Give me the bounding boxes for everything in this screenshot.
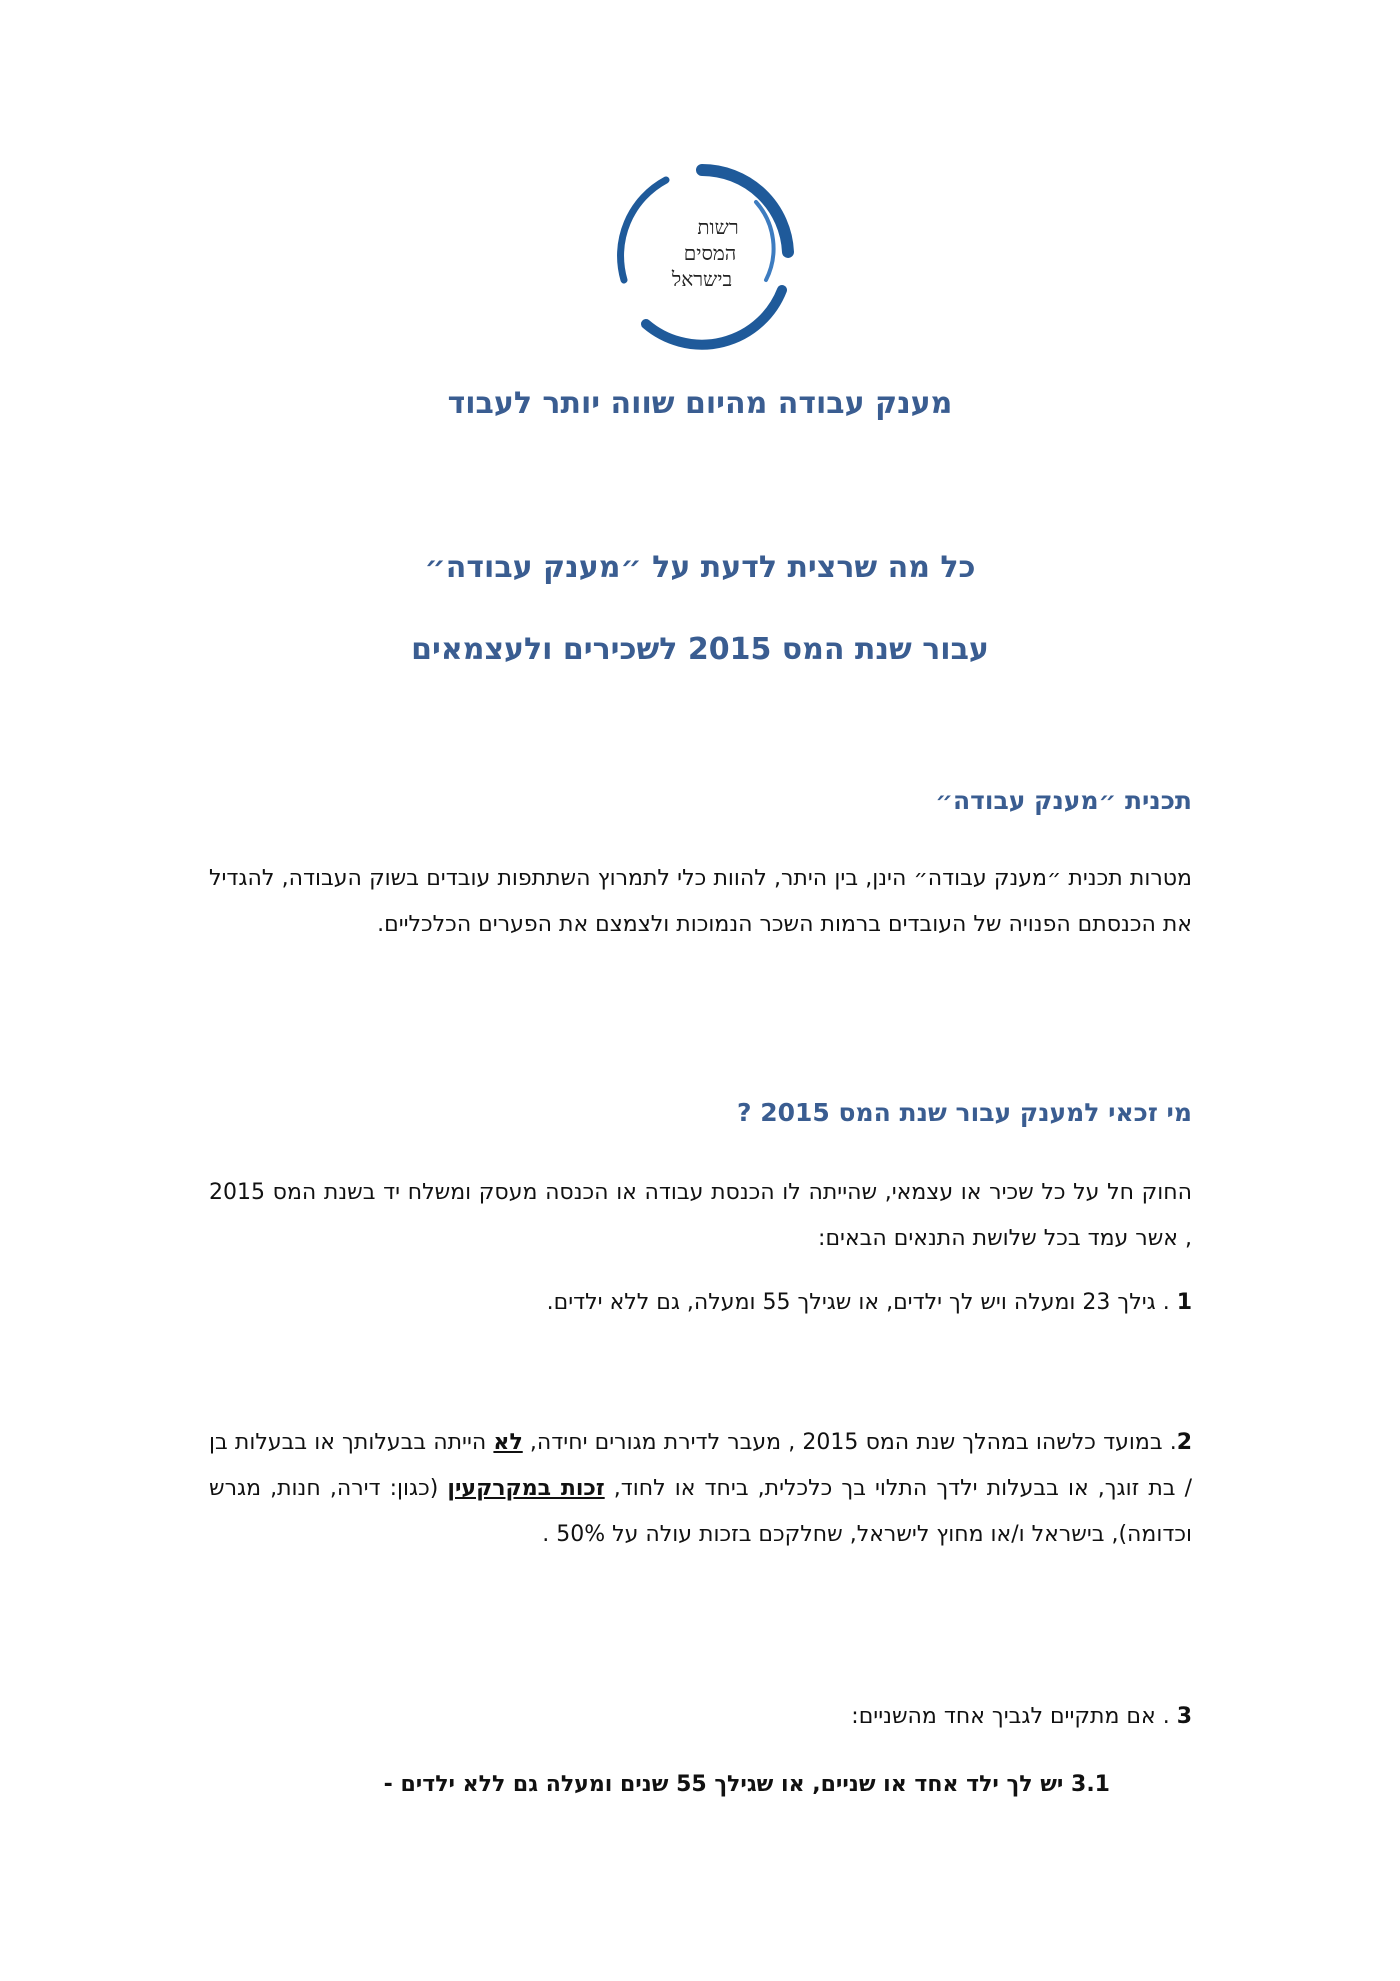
section-heading-eligibility: מי זכאי למענק עבור שנת המס 2015 ? (737, 1098, 1192, 1127)
condition-2-number: 2 (1176, 1430, 1193, 1455)
logo-graphic (606, 162, 798, 350)
svg-text:המסים: המסים (683, 241, 737, 265)
eligibility-intro: החוק חל על כל שכיר או עצמאי, שהייתה לו הכנסת עבודה או הכנסה מעסק ומשלח יד בשנת המס 2015 , אשר עמד בכל שלושת התנאים הבאים: (209, 1180, 1192, 1251)
condition-3-text: . אם מתקיים לגביך אחד מהשניים: (851, 1704, 1177, 1729)
tax-authority-logo (606, 162, 798, 350)
condition-2-emphasis-not: לא (493, 1430, 523, 1455)
svg-text:בישראל: בישראל (671, 267, 733, 291)
condition-1 (209, 1290, 1192, 1315)
condition-1-number: 1 (1176, 1290, 1192, 1315)
section-heading-program: תכנית ״מענק עבודה״ (935, 786, 1192, 815)
condition-2-emphasis-property-right: זכות במקרקעין (447, 1476, 605, 1501)
condition-3-number: 3 (1176, 1704, 1192, 1729)
condition-1-text: . גילך 23 ומעלה ויש לך ילדים, או שגילך 55 ומעלה, גם ללא ילדים. (546, 1290, 1177, 1315)
condition-3-1: 3.1 יש לך ילד אחד או שניים, או שגילך 55 שנים ומעלה גם ללא ילדים - (383, 1772, 1110, 1797)
condition-3 (209, 1704, 1192, 1729)
condition-2-text-c: (כגון: דירה, חנות, מגרש וכדומה), בישראל ו/או מחוץ לישראל, שחלקכם בזכות עולה על 50% . (209, 1476, 1192, 1547)
condition-2 (209, 1420, 1192, 1558)
main-title: מענק עבודה מהיום שווה יותר לעבוד (447, 386, 953, 421)
condition-2-text-a: . במועד כלשהו במהלך שנת המס 2015 , מעבר לדירת מגורים יחידה, (522, 1430, 1177, 1455)
subtitle-line-1: כל מה שרצית לדעת על ״מענק עבודה״ (424, 550, 976, 585)
svg-text:רשות: רשות (697, 215, 739, 239)
subtitle-line-2: עבור שנת המס 2015 לשכירים ולעצמאים (411, 632, 989, 667)
condition-2-text-b: הייתה בבעלותך או בבעלות בן / בת זוגך, או בבעלות ילדך התלוי בך כלכלית, ביחד או לחוד, (209, 1430, 1193, 1501)
program-description: מטרות תכנית ״מענק עבודה״ הינן, בין היתר, להוות כלי לתמרוץ השתתפות עובדים בשוק העבודה, להגדיל את הכנסתם הפנויה של העובדים ברמות השכר הנמוכות ולצמצם את הפערים הכלכליים. (209, 866, 1192, 937)
